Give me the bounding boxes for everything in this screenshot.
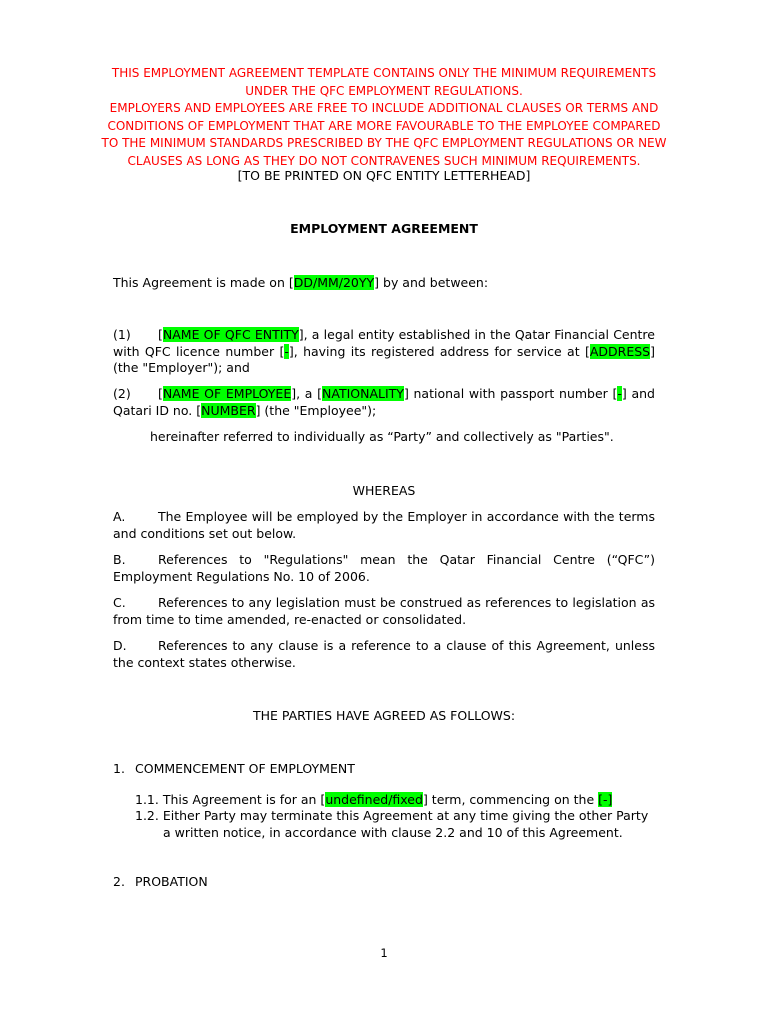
recital-letter: C. <box>113 595 126 610</box>
intro-text: ] by and between: <box>374 275 489 290</box>
recital-text: The Employee will be employed by the Employer in accordance with the terms and conditions set out below. <box>113 509 655 541</box>
term-type-placeholder: undefined/fixed <box>325 792 423 807</box>
recital-letter: D. <box>113 638 127 653</box>
clause-1-1 <box>135 792 655 809</box>
hereinafter-paragraph: hereinafter referred to individually as “Party” and collectively as "Parties". <box>150 429 614 444</box>
party-text: ], a legal entity established in the Qatar Financial Centre with QFC licence number [ <box>113 327 655 359</box>
entity-name-placeholder: NAME OF QFC ENTITY <box>162 327 299 342</box>
party-text: [ <box>158 386 163 401</box>
clause-text: This Agreement is for an [ <box>162 792 326 807</box>
party-1-paragraph <box>113 327 655 377</box>
party-text: ], having its registered address for service at [ <box>288 343 590 359</box>
commencement-date-placeholder: [-] <box>598 792 613 807</box>
recital-text: References to any clause is a reference to a clause of this Agreement, unless the context states otherwise. <box>113 638 655 670</box>
document-title: EMPLOYMENT AGREEMENT <box>290 221 478 236</box>
section-1-heading <box>113 761 655 778</box>
clause-text: a written notice, in accordance with clause 2.2 and 10 of this Agreement. <box>163 824 623 840</box>
page-number: 1 <box>380 946 388 960</box>
template-notice <box>100 65 668 170</box>
notice-line: CONDITIONS OF EMPLOYMENT THAT ARE MORE FAVOURABLE TO THE EMPLOYEE COMPARED <box>107 118 661 133</box>
clause-text: Either Party may terminate this Agreement at any time giving the other Party <box>162 808 649 823</box>
recital-letter: B. <box>113 552 126 567</box>
qatari-id-placeholder: NUMBER <box>201 402 256 418</box>
clause-1-2 <box>135 808 655 841</box>
recital-b <box>113 552 655 585</box>
recital-text: References to any legislation must be construed as references to legislation as from time to time amended, re-enacted or consolidated. <box>113 595 655 627</box>
recital-c <box>113 595 655 628</box>
party-text: ] national with passport number [ <box>403 386 618 401</box>
party-number: (2) <box>113 386 131 401</box>
intro-text: This Agreement is made on [ <box>113 275 294 290</box>
clause-text: ] term, commencing on the <box>422 792 599 807</box>
recital-letter: A. <box>113 509 126 524</box>
clause-number: 1.1. <box>135 792 159 807</box>
notice-line: TO THE MINIMUM STANDARDS PRESCRIBED BY THE QFC EMPLOYMENT REGULATIONS OR NEW <box>101 136 667 150</box>
party-number: (1) <box>113 327 131 342</box>
date-placeholder: DD/MM/20YY <box>293 275 375 290</box>
passport-number-placeholder: - <box>617 386 622 401</box>
agreed-heading: THE PARTIES HAVE AGREED AS FOLLOWS: <box>252 708 516 723</box>
party-text: ] (the "Employee"); <box>255 402 377 418</box>
recital-text: References to "Regulations" mean the Qatar Financial Centre (“QFC”) Employment Regulations No. 10 of 2006. <box>113 552 655 584</box>
party-text: ] (the "Employer"); and <box>113 343 655 375</box>
whereas-heading: WHEREAS <box>352 483 416 498</box>
employee-name-placeholder: NAME OF EMPLOYEE <box>162 386 292 401</box>
nationality-placeholder: NATIONALITY <box>322 386 404 401</box>
address-placeholder: ADDRESS <box>589 343 651 359</box>
clause-number: 1.2. <box>135 808 159 823</box>
intro-paragraph <box>113 275 655 292</box>
notice-line: THIS EMPLOYMENT AGREEMENT TEMPLATE CONTAINS ONLY THE MINIMUM REQUIREMENTS <box>111 66 657 80</box>
recital-d <box>113 638 655 671</box>
notice-line: UNDER THE QFC EMPLOYMENT REGULATIONS. <box>245 83 523 98</box>
recital-a <box>113 509 655 542</box>
party-text: ] and Qatari ID no. [ <box>113 386 655 418</box>
party-text: [ <box>158 327 163 342</box>
party-text: ], a [ <box>291 386 323 401</box>
notice-line: EMPLOYERS AND EMPLOYEES ARE FREE TO INCLUDE ADDITIONAL CLAUSES OR TERMS AND <box>109 101 659 115</box>
section-title: COMMENCEMENT OF EMPLOYMENT <box>135 761 355 776</box>
section-number: 2. <box>113 874 125 889</box>
notice-line: CLAUSES AS LONG AS THEY DO NOT CONTRAVENES SUCH MINIMUM REQUIREMENTS. <box>127 153 641 168</box>
section-number: 1. <box>113 761 125 776</box>
licence-number-placeholder: - <box>284 343 289 359</box>
party-2-paragraph <box>113 386 655 419</box>
section-title: PROBATION <box>135 874 208 889</box>
letterhead-note: [TO BE PRINTED ON QFC ENTITY LETTERHEAD] <box>237 168 531 183</box>
section-2-heading <box>113 874 655 891</box>
